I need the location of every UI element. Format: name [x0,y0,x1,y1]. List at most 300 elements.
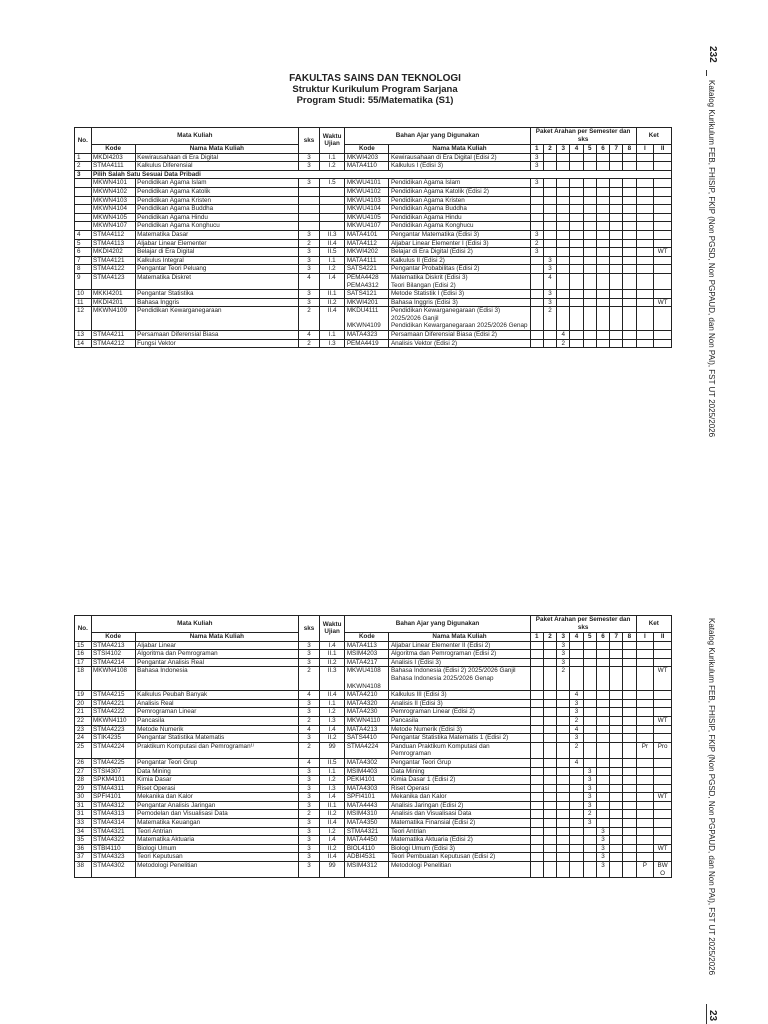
semester-3-sks [557,691,570,700]
course-code: STIK4235 [91,734,135,743]
semester-2-sks [543,248,556,257]
material-name: Pendidikan Agama Islam [389,179,530,188]
semester-5-sks [583,273,596,289]
semester-7-sks [610,716,623,725]
semester-5-sks [583,708,596,717]
semester-1-sks [530,273,543,289]
ket-i [636,256,654,265]
course-sks: 3 [298,767,319,776]
semester-1-sks [530,836,543,845]
exam-time: I.4 [319,793,344,802]
semester-4-sks [570,641,583,650]
course-sks: 3 [298,784,319,793]
course-code: MKWN4109 [91,307,135,331]
course-code: STBI4110 [91,844,135,853]
semester-7-sks [610,844,623,853]
course-row [75,179,672,188]
row-number: 25 [75,742,92,758]
course-row [75,801,672,810]
ket-i [636,290,654,299]
row-number: 35 [75,836,92,845]
semester-1-sks [530,691,543,700]
semester-1-sks [530,708,543,717]
semester-2-sks [543,708,556,717]
margin-divider-top [706,70,707,76]
semester-4-sks [570,658,583,667]
material-name: Kimia Dasar 1 (Edisi 2) [389,776,530,785]
semester-5-sks [583,827,596,836]
semester-8-sks [623,187,636,196]
course-sks: 3 [298,699,319,708]
material-name: Riset Operasi [389,784,530,793]
course-name: Praktikum Komputasi dan Pemrograman¹⁾ [135,742,298,758]
course-row [75,691,672,700]
semester-8-sks [623,162,636,171]
header-semester-2: 2 [543,633,556,642]
header-ket-ii: II [654,145,672,154]
course-sks: 2 [298,667,319,691]
course-row [75,784,672,793]
exam-time: I.4 [319,641,344,650]
semester-7-sks [610,205,623,214]
row-number: 34 [75,827,92,836]
row-number [75,196,92,205]
semester-7-sks [610,162,623,171]
semester-2-sks [543,776,556,785]
header-semester-5: 5 [583,633,596,642]
material-code: MATA4113 [345,641,389,650]
semester-8-sks [623,836,636,845]
course-sks: 3 [298,650,319,659]
ket-i [636,667,654,691]
semester-3-sks: 2 [557,667,570,691]
ket-ii [654,734,672,743]
semester-4-sks [570,793,583,802]
material-code: MKWI4203 [345,153,389,162]
course-code: STMA4323 [91,853,135,862]
semester-6-sks [596,196,609,205]
semester-7-sks [610,239,623,248]
ket-ii [654,658,672,667]
semester-3-sks [557,853,570,862]
exam-time: II.3 [319,667,344,691]
course-sks: 4 [298,331,319,340]
semester-6-sks [596,725,609,734]
ket-i [636,179,654,188]
course-name: Kewirausahaan di Era Digital [135,153,298,162]
semester-4-sks [570,153,583,162]
header-semester-3: 3 [557,633,570,642]
material-code: MSIM4403 [345,767,389,776]
course-row [75,658,672,667]
semester-7-sks [610,827,623,836]
semester-6-sks [596,667,609,691]
semester-6-sks [596,256,609,265]
course-name: Aljabar Linear [135,641,298,650]
semester-5-sks [583,339,596,348]
semester-2-sks [543,641,556,650]
course-name: Matematika Keuangan [135,819,298,828]
exam-time: II.1 [319,650,344,659]
semester-3-sks [557,819,570,828]
header-mata-kuliah: Mata Kuliah [91,616,298,633]
semester-1-sks [530,205,543,214]
semester-7-sks [610,265,623,274]
semester-4-sks [570,187,583,196]
course-name: Kalkulus Peubah Banyak [135,691,298,700]
semester-1-sks [530,650,543,659]
semester-3-sks [557,153,570,162]
semester-5-sks [583,836,596,845]
row-number: 1 [75,153,92,162]
course-row [75,162,672,171]
course-row [75,256,672,265]
semester-8-sks [623,742,636,758]
ket-ii [654,290,672,299]
semester-8-sks [623,810,636,819]
semester-1-sks [530,265,543,274]
course-sks: 4 [298,725,319,734]
header-bahan-nama: Nama Mata Kuliah [389,145,530,154]
semester-7-sks [610,641,623,650]
semester-1-sks [530,862,543,878]
semester-8-sks [623,339,636,348]
ket-ii: WT [654,844,672,853]
header-bahan-nama: Nama Mata Kuliah [389,633,530,642]
material-code: SATS4221 [345,265,389,274]
course-name: Matematika Aktuaria [135,836,298,845]
semester-8-sks [623,298,636,307]
semester-8-sks [623,776,636,785]
semester-6-sks [596,222,609,231]
semester-5-sks [583,256,596,265]
course-row [75,819,672,828]
course-name: Pendidikan Agama Islam [135,179,298,188]
semester-8-sks [623,307,636,331]
semester-5-sks [583,331,596,340]
semester-6-sks [596,691,609,700]
exam-time: II.3 [319,230,344,239]
semester-8-sks [623,734,636,743]
semester-6-sks [596,339,609,348]
semester-2-sks [543,196,556,205]
semester-7-sks [610,810,623,819]
exam-time: II.2 [319,658,344,667]
semester-1-sks [530,641,543,650]
semester-7-sks [610,793,623,802]
ket-ii: BW O [654,862,672,878]
exam-time: II.5 [319,248,344,257]
semester-8-sks [623,862,636,878]
material-name: Pemrograman Linear (Edisi 2) [389,708,530,717]
row-number: 30 [75,793,92,802]
course-name: Pengantar Teori Grup [135,758,298,767]
semester-5-sks [583,222,596,231]
semester-1-sks [530,767,543,776]
header-ket: Ket [636,616,671,633]
course-row [75,205,672,214]
exam-time: II.4 [319,819,344,828]
material-name: Pendidikan Agama Buddha [389,205,530,214]
semester-4-sks [570,810,583,819]
semester-3-sks [557,742,570,758]
semester-1-sks [530,716,543,725]
semester-7-sks [610,801,623,810]
material-code: STMA4321 [345,827,389,836]
ket-i [636,239,654,248]
semester-7-sks [610,767,623,776]
course-row [75,699,672,708]
course-sks [298,187,319,196]
course-name: Persamaan Diferensial Biasa [135,331,298,340]
row-number: 29 [75,784,92,793]
row-number: 26 [75,758,92,767]
exam-time: II.4 [319,307,344,331]
semester-8-sks [623,716,636,725]
header-semester-4: 4 [570,145,583,154]
row-number: 31 [75,810,92,819]
row-number: 37 [75,853,92,862]
ket-ii [654,265,672,274]
semester-7-sks [610,339,623,348]
exam-time: II.1 [319,290,344,299]
semester-1-sks [530,801,543,810]
semester-2-sks [543,767,556,776]
semester-3-sks [557,298,570,307]
material-code: MKDU4111 MKWN4109 [345,307,389,331]
semester-4-sks [570,273,583,289]
section-row [75,170,672,179]
semester-5-sks [583,230,596,239]
header-bahan-ajar: Bahan Ajar yang Digunakan [345,616,530,633]
course-name: Mekanika dan Kalor [135,793,298,802]
ket-i [636,844,654,853]
row-number [75,222,92,231]
ket-i [636,658,654,667]
course-name: Kalkulus Integral [135,256,298,265]
semester-5-sks: 3 [583,784,596,793]
material-name: Analisis dan Visualisasi Data [389,810,530,819]
course-code: SPKM4101 [91,776,135,785]
semester-2-sks [543,742,556,758]
material-name: Metode Numerik (Edisi 3) [389,725,530,734]
semester-3-sks [557,273,570,289]
course-code: STMA4214 [91,658,135,667]
row-number [75,179,92,188]
exam-time: I.3 [319,339,344,348]
material-code: MATA4217 [345,658,389,667]
semester-4-sks [570,248,583,257]
semester-6-sks [596,641,609,650]
semester-1-sks [530,699,543,708]
semester-4-sks [570,667,583,691]
ket-ii [654,699,672,708]
exam-time [319,222,344,231]
semester-6-sks: 3 [596,827,609,836]
ket-i [636,307,654,331]
course-row [75,827,672,836]
course-row [75,742,672,758]
row-number: 16 [75,650,92,659]
course-code: STMA4121 [91,256,135,265]
material-name: Matematika Finansial (Edisi 2) [389,819,530,828]
course-sks: 3 [298,801,319,810]
semester-2-sks [543,827,556,836]
semester-6-sks [596,239,609,248]
material-name: Analisis II (Edisi 3) [389,699,530,708]
semester-5-sks [583,248,596,257]
course-code: STSI4307 [91,767,135,776]
ket-i [636,776,654,785]
exam-time: I.2 [319,265,344,274]
row-number: 6 [75,248,92,257]
exam-time: II.5 [319,758,344,767]
row-number: 2 [75,162,92,171]
course-name: Pengantar Statistika [135,290,298,299]
material-name: Metodologi Penelitian [389,862,530,878]
semester-5-sks [583,699,596,708]
side-caption-bottom: Katalog Kurikulum FEB, FHISIP, FKIP (Non PGSD, Non PGPAUD, dan Non PAI), FST UT 2025/2026 [707,618,716,976]
ket-i [636,708,654,717]
course-name: Pemodelan dan Visualisasi Data [135,810,298,819]
semester-2-sks [543,339,556,348]
course-sks: 2 [298,716,319,725]
material-code: MATA4350 [345,819,389,828]
course-sks: 3 [298,641,319,650]
exam-time: I.1 [319,153,344,162]
semester-3-sks [557,801,570,810]
semester-3-sks [557,758,570,767]
course-code: STMA4322 [91,836,135,845]
section-label: Pilih Salah Satu Sesuai Data Pribadi [91,170,671,179]
material-code: MKWU4102 [345,187,389,196]
material-code: MATA4443 [345,801,389,810]
semester-4-sks [570,862,583,878]
material-name: Mekanika dan Kalor [389,793,530,802]
ket-ii: WT [654,298,672,307]
semester-4-sks [570,290,583,299]
material-code: SATS4121 [345,290,389,299]
course-sks: 3 [298,153,319,162]
course-code: MKKI4201 [91,290,135,299]
course-row [75,298,672,307]
semester-2-sks [543,810,556,819]
semester-7-sks [610,273,623,289]
course-code: MKWN4101 [91,179,135,188]
material-name: Metode Statistik I (Edisi 3) [389,290,530,299]
semester-4-sks [570,650,583,659]
semester-4-sks [570,767,583,776]
course-row [75,265,672,274]
semester-2-sks [543,230,556,239]
header-ket-ii: II [654,633,672,642]
header-semester-7: 7 [610,145,623,154]
course-code: MKWN4108 [91,667,135,691]
semester-3-sks: 4 [557,331,570,340]
ket-i [636,331,654,340]
ket-i [636,641,654,650]
exam-time: I.4 [319,273,344,289]
semester-4-sks [570,827,583,836]
course-row [75,716,672,725]
course-name: Belajar di Era Digital [135,248,298,257]
semester-6-sks [596,758,609,767]
course-name: Pendidikan Agama Katolik [135,187,298,196]
course-sks: 3 [298,708,319,717]
semester-5-sks [583,862,596,878]
row-number: 4 [75,230,92,239]
ket-i [636,650,654,659]
semester-3-sks [557,187,570,196]
semester-8-sks [623,650,636,659]
course-code: STMA4302 [91,862,135,878]
semester-8-sks [623,827,636,836]
semester-3-sks [557,307,570,331]
semester-7-sks [610,213,623,222]
header-semester-8: 8 [623,633,636,642]
curriculum-table-1 [74,127,672,348]
ket-i [636,758,654,767]
ket-ii [654,187,672,196]
course-row [75,222,672,231]
semester-8-sks [623,758,636,767]
course-code: STMA4113 [91,239,135,248]
material-code: PEKI4101 [345,776,389,785]
semester-4-sks [570,307,583,331]
course-code: STMA4225 [91,758,135,767]
semester-1-sks [530,658,543,667]
semester-6-sks [596,153,609,162]
semester-6-sks [596,265,609,274]
material-name: Analisis I (Edisi 3) [389,658,530,667]
semester-7-sks [610,734,623,743]
semester-1-sks [530,196,543,205]
course-sks: 3 [298,827,319,836]
semester-1-sks [530,667,543,691]
semester-2-sks [543,801,556,810]
row-number: 12 [75,307,92,331]
semester-6-sks [596,819,609,828]
structure-subtitle: Struktur Kurikulum Program Sarjana [292,84,458,95]
semester-5-sks [583,667,596,691]
semester-8-sks [623,256,636,265]
course-row [75,667,672,691]
ket-ii [654,784,672,793]
ket-ii: WT [654,667,672,691]
course-name: Fungsi Vektor [135,339,298,348]
semester-2-sks: 3 [543,256,556,265]
ket-ii [654,307,672,331]
semester-5-sks [583,641,596,650]
semester-1-sks [530,844,543,853]
semester-5-sks [583,716,596,725]
material-name: Analisis Jaringan (Edisi 2) [389,801,530,810]
semester-5-sks [583,658,596,667]
semester-5-sks [583,153,596,162]
header-semester-8: 8 [623,145,636,154]
semester-4-sks: 4 [570,725,583,734]
semester-7-sks [610,776,623,785]
semester-1-sks: 3 [530,162,543,171]
ket-i [636,205,654,214]
semester-1-sks: 2 [530,239,543,248]
semester-4-sks: 3 [570,699,583,708]
semester-6-sks [596,784,609,793]
ket-i [636,801,654,810]
ket-i [636,819,654,828]
semester-5-sks [583,187,596,196]
semester-8-sks [623,248,636,257]
